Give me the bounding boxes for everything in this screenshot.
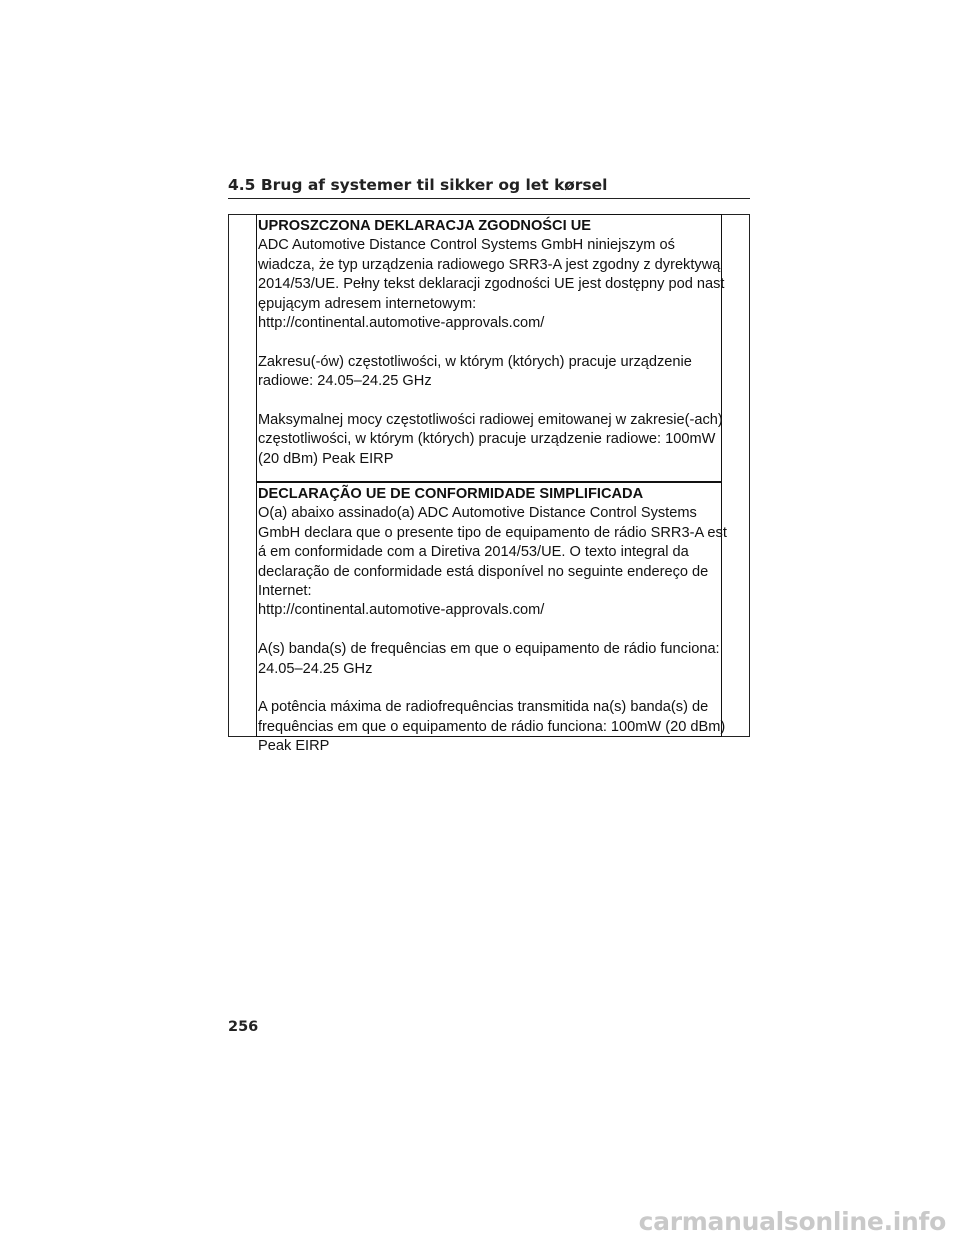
text-line: (20 dBm) Peak EIRP: [258, 450, 394, 467]
text-line: Internet:: [258, 583, 312, 600]
text-line: ADC Automotive Distance Control Systems GmbH niniejszym oś: [258, 237, 675, 254]
declaration-pl-paragraph-2: [258, 353, 721, 392]
section-header: 4.5 Brug af systemer til sikker og let kørsel: [228, 176, 608, 194]
text-line: Maksymalnej mocy częstotliwości radiowej emitowanej w zakresie(-ach): [258, 412, 723, 429]
spacer: [258, 392, 721, 411]
text-line: GmbH declara que o presente tipo de equipamento de rádio SRR3-A est: [258, 524, 727, 541]
page-number: 256: [228, 1019, 259, 1035]
declaration-pl-paragraph-3: [258, 411, 721, 469]
declaration-pt: [256, 482, 727, 755]
declaration-pt-paragraph-1: [258, 504, 727, 620]
text-line: A potência máxima de radiofrequências transmitida na(s) banda(s) de: [258, 699, 709, 716]
text-line: wiadcza, że typ urządzenia radiowego SRR3-A jest zgodny z dyrektywą: [258, 256, 721, 273]
spacer: [258, 333, 721, 352]
text-line: ępującym adresem internetowym:: [258, 295, 477, 312]
text-line: Zakresu(-ów) częstotliwości, w którym (których) pracuje urządzenie: [258, 353, 692, 370]
text-line: radiowe: 24.05–24.25 GHz: [258, 373, 432, 390]
spacer: [258, 621, 721, 640]
declaration-pt-heading: DECLARAÇÃO UE DE CONFORMIDADE SIMPLIFICADA: [258, 486, 644, 502]
url-text: http://continental.automotive-approvals.com/: [258, 602, 545, 619]
url-text: http://continental.automotive-approvals.com/: [258, 315, 545, 332]
text-line: A(s) banda(s) de frequências em que o equipamento de rádio funciona:: [258, 641, 720, 658]
watermark-text: carmanualsonline.info: [638, 1207, 946, 1236]
text-line: 2014/53/UE. Pełny tekst deklaracji zgodności UE jest dostępny pod nast: [258, 276, 725, 293]
text-line: á em conformidade com a Diretiva 2014/53/UE. O texto integral da: [258, 544, 689, 561]
header-divider: [228, 198, 750, 199]
declaration-pl: [256, 214, 725, 482]
declaration-pt-paragraph-2: [258, 640, 721, 679]
text-line: częstotliwości, w którym (których) pracuje urządzenie radiowe: 100mW: [258, 431, 716, 448]
declaration-pl-heading: UPROSZCZONA DEKLARACJA ZGODNOŚCI UE: [258, 218, 591, 234]
text-line: O(a) abaixo assinado(a) ADC Automotive Distance Control Systems: [258, 505, 697, 522]
text-line: 24.05–24.25 GHz: [258, 660, 373, 677]
spacer: [258, 679, 721, 698]
declaration-pt-paragraph-3: [258, 698, 726, 756]
text-line: declaração de conformidade está disponível no seguinte endereço de: [258, 563, 709, 580]
text-line: frequências em que o equipamento de rádio funciona: 100mW (20 dBm): [258, 718, 726, 735]
text-line: Peak EIRP: [258, 738, 330, 755]
declaration-pl-paragraph-1: [258, 236, 725, 333]
